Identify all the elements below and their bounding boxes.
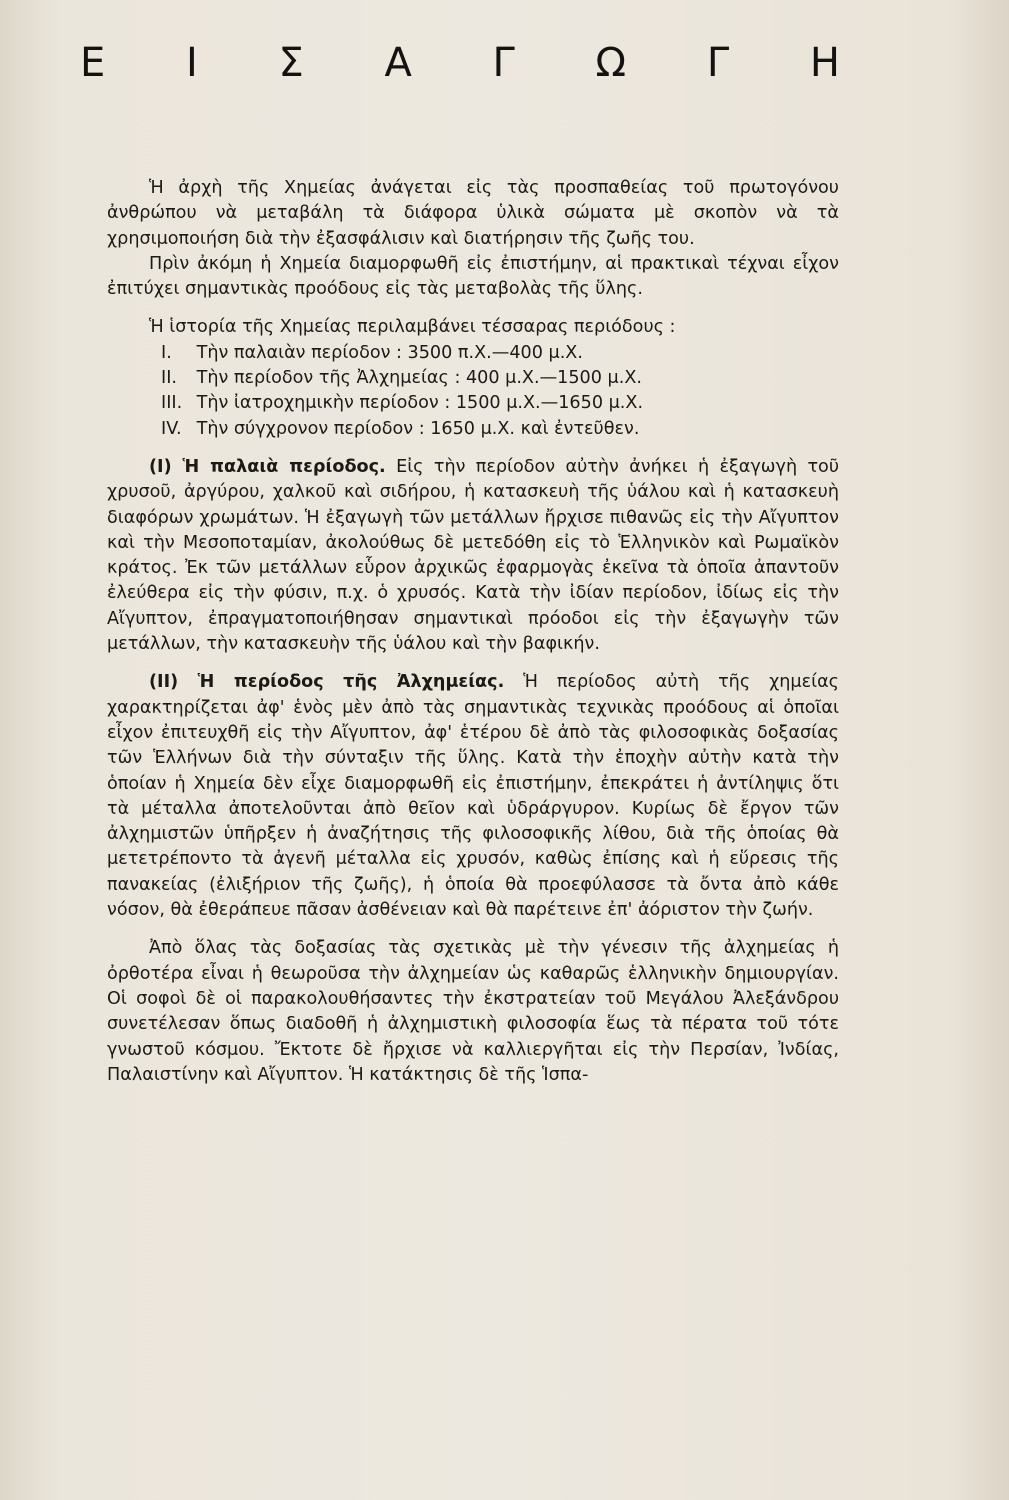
practical-arts-paragraph: Πρὶν ἀκόμη ἡ Χημεία διαμορφωθῆ εἰς ἐπιστήμην, αἱ πρακτικαὶ τέχναι εἶχον ἐπιτύχει σημαντικὰς προόδους εἰς τὰς μεταβολὰς τῆς ὕλης. (107, 253, 839, 300)
title-letter: Ι (185, 40, 198, 86)
title-letter: Ω (595, 40, 627, 86)
ancient-period-section (107, 455, 839, 657)
section-heading: (II) Ἡ περίοδος τῆς Ἀλχημείας. (149, 672, 505, 693)
list-item (107, 417, 839, 442)
alchemy-period-section (107, 670, 839, 923)
section-text: Ἡ περίοδος αὐτὴ τῆς χημείας χαρακτηρίζεται ἀφ' ἑνὸς μὲν ἀπὸ τὰς σημαντικὰς τεχνικὰς προόδους αἱ ὁποῖαι εἶχον ἐπιτευχθῆ εἰς τὴν Αἴγυπτον, ἀφ' ἑτέρου δὲ ἀπὸ τὰς φιλοσοφικὰς δοξασίας τῶν Ἑλλήνων διὰ τὴν σύνταξιν τῆς ὕλης. Κατὰ τὴν ἐποχὴν αὐτὴν κατὰ τὴν ὁποίαν ἡ Χημεία δὲν εἶχε διαμορφωθῆ εἰς ἐπιστήμην, ἐπεκράτει ἡ ἀντίληψις ὅτι τὰ μέταλλα ἀποτελοῦνται ἀπὸ θεῖον καὶ ὑδράργυρον. Κυρίως δὲ ἔργον τῶν ἀλχημιστῶν ὑπῆρξεν ἡ ἀναζήτησις τῆς φιλοσοφικῆς λίθου, διὰ τῆς ὁποίας θὰ μετετρέποντο τὰ ἀγενῆ μέταλλα εἰς χρυσόν, καθὼς ἐπίσης καὶ ἡ εὕρεσις τῆς πανακείας (ἐλιξήριον τῆς ζωῆς), ἡ ὁποία θὰ προεφύλασσε τὰ ὄντα ἀπὸ κάθε νόσον, θὰ ἐθεράπευε πᾶσαν ἀσθένειαν καὶ θὰ παρέτεινε ἐπ' ἀόριστον τὴν ζωήν. (107, 672, 839, 921)
list-item (107, 341, 839, 366)
chapter-title (80, 40, 840, 86)
title-letter: Α (384, 40, 412, 86)
title-letter: Η (809, 40, 840, 86)
title-letter: Γ (492, 40, 515, 86)
period-number: II. (161, 368, 177, 389)
page-body (107, 176, 839, 1088)
period-text: Τὴν ἰατροχημικὴν περίοδον : 1500 μ.Χ.—1650 μ.Χ. (196, 393, 644, 414)
list-item (107, 391, 839, 416)
section-heading: (I) Ἡ παλαιὰ περίοδος. (149, 456, 386, 477)
alchemy-origin-paragraph: Ἀπὸ ὅλας τὰς δοξασίας τὰς σχετικὰς μὲ τὴν γένεσιν τῆς ἀλχημείας ἡ ὀρθοτέρα εἶναι ἡ θεωροῦσα τὴν ἀλχημείαν ὡς καθαρῶς ἑλληνικὴν δημιουργίαν. Οἱ σοφοὶ δὲ οἱ παρακολουθήσαντες τὴν ἐκστρατείαν τοῦ Μεγάλου Ἀλεξάνδρου συνετέλεσαν ὅπως διαδοθῆ ἡ ἀλχημιστικὴ φιλοσοφία ἕως τὰ πέρατα τοῦ τότε γνωστοῦ κόσμου. Ἔκτοτε δὲ ἤρχισε νὰ καλλιεργῆται εἰς τὴν Περσίαν, Ἰνδίας, Παλαιστίνην καὶ Αἴγυπτον. Ἡ κατάκτησις δὲ τῆς Ἱσπα- (107, 938, 839, 1085)
period-text: Τὴν σύγχρονον περίοδον : 1650 μ.Χ. καὶ ἐντεῦθεν. (196, 418, 640, 439)
title-letter: Σ (278, 40, 304, 86)
period-text: Τὴν περίοδον τῆς Ἀλχημείας : 400 μ.Χ.—1500 μ.Χ. (196, 368, 642, 389)
period-number: IV. (161, 418, 182, 439)
section-text: Εἰς τὴν περίοδον αὐτὴν ἀνήκει ἡ ἐξαγωγὴ τοῦ χρυσοῦ, ἀργύρου, χαλκοῦ καὶ σιδήρου, ἡ κατασκευὴ τῆς ὑάλου καὶ ἡ κατασκευὴ διαφόρων χρωμάτων. Ἡ ἐξαγωγὴ τῶν μετάλλων ἤρχισε πιθανῶς εἰς τὴν Αἴγυπτον καὶ τὴν Μεσοποταμίαν, ἀκολούθως δὲ μετεδόθη εἰς τὸ Ἑλληνικὸν καὶ Ρωμαϊκὸν κράτος. Ἐκ τῶν μετάλλων εὗρον ἀρχικῶς ἐφαρμογὰς ἐκεῖνα τὰ ὁποῖα ἀπαντοῦν ἐλεύθερα εἰς τὴν φύσιν, π.χ. ὁ χρυσός. Κατὰ τὴν ἰδίαν περίοδον, ἰδίως εἰς τὴν Αἴγυπτον, ἐπραγματοποιήθησαν σημαντικαὶ πρόοδοι εἰς τὴν ἐξαγωγὴν τῶν μετάλλων, τὴν κατασκευὴν τῆς ὑάλου καὶ τὴν βαφικήν. (107, 456, 839, 655)
history-paragraph: Ἡ ἱστορία τῆς Χημείας περιλαμβάνει τέσσαρας περιόδους : (149, 317, 676, 338)
periods-list (107, 341, 839, 442)
list-item (107, 366, 839, 391)
period-number: III. (161, 393, 183, 414)
title-letter: Γ (706, 40, 730, 86)
title-letter: Ε (80, 40, 106, 86)
period-number: I. (161, 342, 172, 363)
period-text: Τὴν παλαιὰν περίοδον : 3500 π.Χ.—400 μ.Χ. (196, 342, 583, 363)
intro-paragraph: Ἡ ἀρχὴ τῆς Χημείας ἀνάγεται εἰς τὰς προσπαθείας τοῦ πρωτογόνου ἀνθρώπου νὰ μεταβάλη τὰ διάφορα ὑλικὰ σώματα μὲ σκοπὸν νὰ τὰ χρησιμοποιήση διὰ τὴν ἐξασφάλισιν καὶ διατήρησιν τῆς ζωῆς του. (107, 178, 839, 249)
